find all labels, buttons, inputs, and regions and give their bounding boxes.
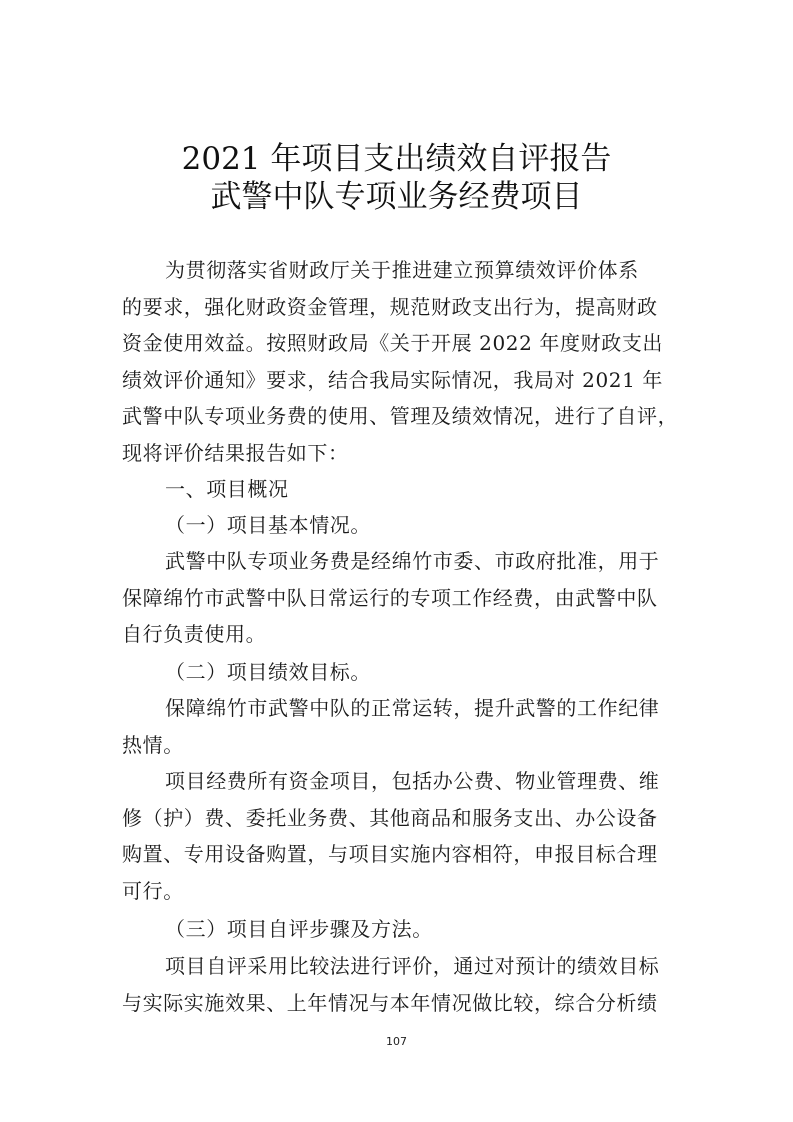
paragraph-line: 热情。 xyxy=(122,732,184,757)
paragraph-line: 修（护）费、委托业务费、其他商品和服务支出、办公设备 xyxy=(122,805,658,830)
paragraph-line: 资金使用效益。按照财政局《关于开展 2022 年度财政支出 xyxy=(122,331,664,355)
paragraph-line: 绩效评价通知》要求，结合我局实际情况，我局对 2021 年 xyxy=(122,367,664,392)
paragraph-line: 保障绵竹市武警中队日常运行的专项工作经费，由武警中队 xyxy=(122,585,658,610)
paragraph-line: 现将评价结果报告如下： xyxy=(122,440,349,465)
paragraph-line: 自行负责使用。 xyxy=(122,622,267,646)
paragraph-line: 购置、专用设备购置，与项目实施内容相符，申报目标合理 xyxy=(122,842,658,866)
paragraph-line: 与实际实施效果、上年情况与本年情况做比较，综合分析绩 xyxy=(122,990,658,1015)
page-number: 107 xyxy=(386,1035,407,1048)
basic-info-paragraph xyxy=(122,543,677,653)
goals-paragraph xyxy=(122,690,677,763)
intro-paragraph xyxy=(122,252,677,471)
paragraph-line: 武警中队专项业务费是经绵竹市委、市政府批准，用于 xyxy=(165,549,660,573)
paragraph-line: 的要求，强化财政资金管理，规范财政支出行为，提高财政 xyxy=(122,294,658,319)
subsection-heading-goals: （二）项目绩效目标。 xyxy=(165,660,371,684)
paragraph-line: 保障绵竹市武警中队的正常运转，提升武警的工作纪律 xyxy=(165,696,660,720)
paragraph-line: 项目自评采用比较法进行评价，通过对预计的绩效目标 xyxy=(165,954,660,978)
paragraph-line: 可行。 xyxy=(122,878,184,903)
paragraph-line: 武警中队专项业务费的使用、管理及绩效情况，进行了自评， xyxy=(122,404,679,428)
section-heading-overview: 一、项目概况 xyxy=(165,477,289,501)
methods-paragraph xyxy=(122,948,677,1021)
document-subtitle: 武警中队专项业务经费项目 xyxy=(210,179,583,215)
subsection-heading-methods: （三）项目自评步骤及方法。 xyxy=(165,917,433,941)
funds-paragraph xyxy=(122,763,677,909)
paragraph-line: 为贯彻落实省财政厅关于推进建立预算绩效评价体系 xyxy=(165,258,639,282)
document-title: 2021 年项目支出绩效自评报告 xyxy=(181,141,612,177)
paragraph-line: 项目经费所有资金项目，包括办公费、物业管理费、维 xyxy=(165,769,660,793)
subsection-heading-basic-info: （一）项目基本情况。 xyxy=(165,513,371,537)
